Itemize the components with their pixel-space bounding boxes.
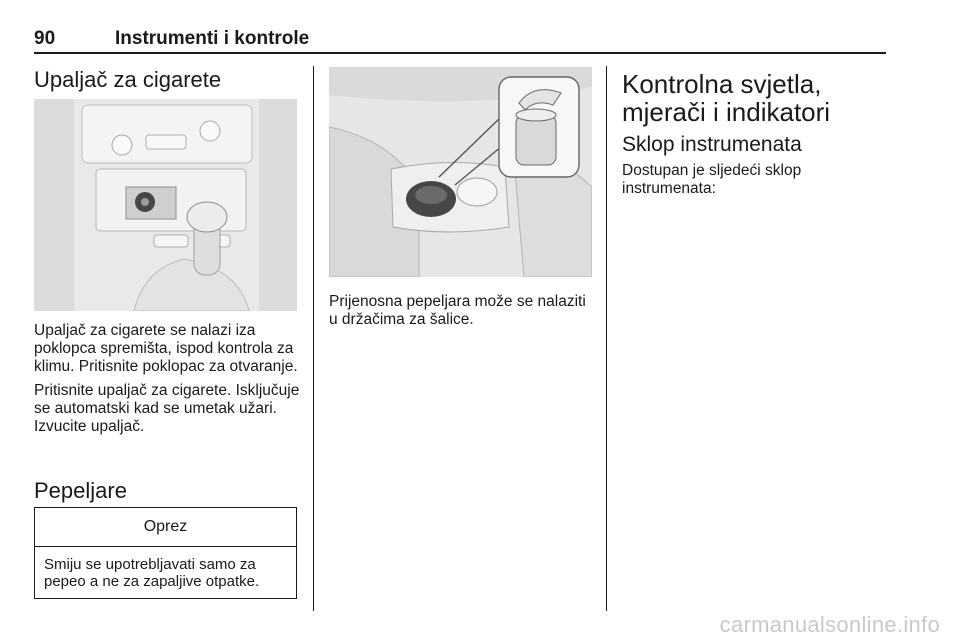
ashtrays-heading: Pepeljare bbox=[34, 478, 127, 503]
watermark: carmanualsonline.info bbox=[719, 612, 940, 637]
column-divider-2 bbox=[606, 66, 607, 611]
cigarette-lighter-text bbox=[34, 322, 300, 442]
paragraph-2: Pritisnite upaljač za cigarete. Isključuje se automatski kad se umetak užari. Izvucite upaljač. bbox=[34, 382, 300, 435]
instrument-cluster-subheading: Sklop instrumenata bbox=[622, 133, 802, 156]
warning-lights-heading: Kontrolna svjetla, mjerači i indikatori bbox=[622, 69, 831, 127]
caution-box bbox=[34, 507, 297, 599]
caution-text: Smiju se upotrebljavati samo za pepeo a ne za zapaljive otpatke. bbox=[44, 556, 260, 590]
ashtray-illustration bbox=[329, 67, 592, 277]
ashtray-caption: Prijenosna pepeljara može se nalaziti u držačima za šalice. bbox=[329, 293, 586, 328]
paragraph-1: Upaljač za cigarete se nalazi iza poklopca spremišta, ispod kontrola za klimu. Pritisnite poklopac za otvaranje. bbox=[34, 322, 298, 375]
cigarette-lighter-heading: Upaljač za cigarete bbox=[34, 67, 222, 92]
cigarette-lighter-illustration bbox=[34, 99, 297, 311]
page-number: 90 bbox=[34, 28, 56, 49]
section-title: Instrumenti i kontrole bbox=[115, 28, 310, 49]
header-rule bbox=[34, 52, 886, 54]
column-divider-1 bbox=[313, 66, 314, 611]
instrument-cluster-text: Dostupan je sljedeći sklop instrumenata: bbox=[622, 162, 802, 197]
caution-title: Oprez bbox=[35, 508, 296, 547]
